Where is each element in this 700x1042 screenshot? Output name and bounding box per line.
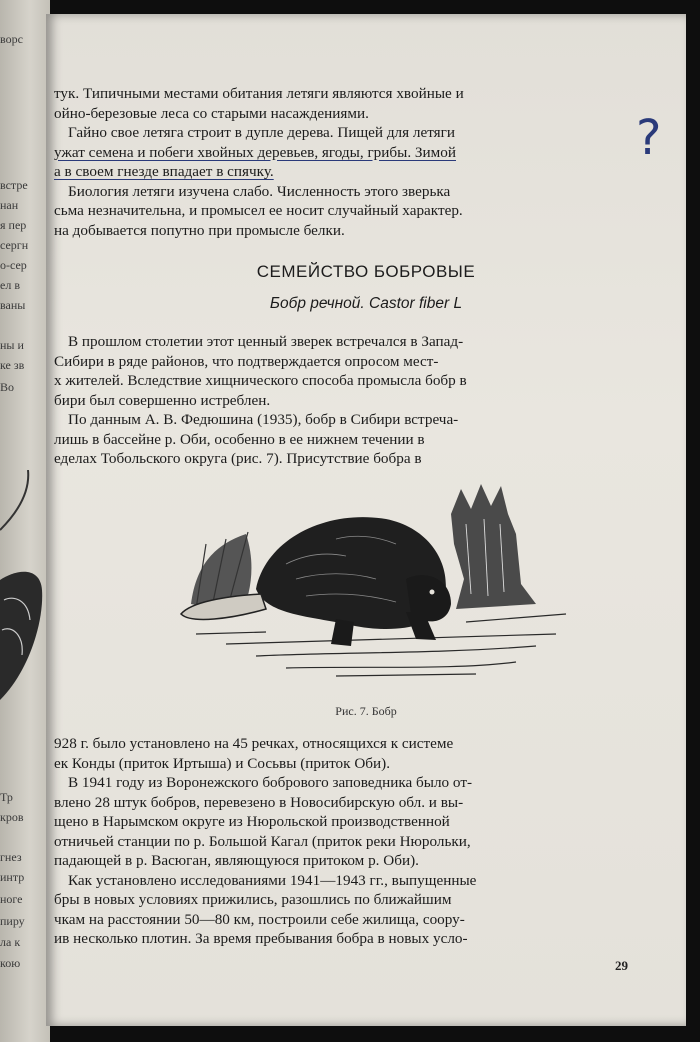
figure-caption: Рис. 7. Бобр — [335, 704, 397, 718]
text-line: лишь в бассейне р. Оби, особенно в ее нижнем течении в — [54, 430, 425, 448]
section-heading: СЕМЕЙСТВО БОБРОВЫЕ — [256, 262, 476, 281]
facing-page-fragment: гнез — [0, 850, 22, 864]
bottom-paragraphs — [54, 734, 664, 949]
facing-page-illustration — [0, 470, 46, 700]
facing-page-fragment: сергн — [0, 238, 29, 252]
text-line: х жителей. Вследствие хищнического способа промысла бобр в — [54, 372, 467, 389]
text-line: ив несколько плотин. За время пребывания бобра в новых усло- — [54, 930, 468, 947]
text-line: отничьей станции по р. Большой Кагал (приток реки Нюрольки, — [54, 832, 471, 850]
text-line: бири был совершенно истреблен. — [54, 391, 271, 409]
text-line: на добывается попутно при промысле белки. — [54, 221, 345, 239]
text-line: Гайно свое летяга строит в дупле дерева. Пищей для летяги — [68, 124, 456, 141]
facing-page-fragment: Во — [0, 380, 15, 394]
facing-page-fragment: ноге — [0, 892, 23, 906]
text-line: ек Конды (приток Иртыша) и Сосьвы (приток Оби). — [54, 754, 391, 772]
facing-page-fragment: ла к — [0, 935, 21, 949]
facing-page-fragment: Тр — [0, 790, 13, 804]
facing-page-fragment: о-сер — [0, 258, 27, 272]
facing-page-fragment: ворс — [0, 32, 23, 46]
text-line: В 1941 году из Воронежского бобрового заповедника было от- — [68, 774, 473, 791]
handwritten-question-mark: ? — [636, 110, 662, 166]
facing-page-fragment: я пер — [0, 218, 27, 232]
text-line: Биология летяги изучена слабо. Численность этого зверька — [68, 182, 451, 200]
text-line: ойно-березовые леса со старыми насаждениями. — [54, 104, 369, 122]
text-line: бры в новых условиях прижились, разошлись по ближайшим — [54, 891, 452, 908]
text-line: 928 г. было установлено на 45 речках, относящихся к системе — [54, 735, 454, 752]
facing-page-fragment: кров — [0, 810, 24, 824]
text-line: Сибири в ряде районов, что подтверждается опросом мест- — [54, 352, 439, 370]
facing-page-fragment: нан — [0, 198, 19, 212]
text-line: влено 28 штук бобров, перевезено в Новосибирскую обл. и вы- — [54, 793, 464, 811]
text-line: Как установлено исследованиями 1941—1943 гг., выпущенные — [68, 871, 477, 889]
text-line: В прошлом столетии этот ценный зверек встречался в Запад- — [68, 333, 464, 350]
facing-page-fragment: пиру — [0, 914, 25, 928]
facing-page-fragment: ваны — [0, 298, 26, 312]
text-line: сьма незначительна, и промысел ее носит случайный характер. — [54, 202, 463, 219]
facing-page-fragment: встре — [0, 178, 28, 192]
facing-page-fragment: ел в — [0, 278, 20, 292]
facing-page-fragment: кою — [0, 956, 21, 970]
facing-page-fragment: интр — [0, 870, 25, 884]
facing-page-fragment: ке зв — [0, 358, 25, 372]
text-line: чкам на расстоянии 50—80 км, построили себе жилища, соору- — [54, 910, 465, 928]
text-line: еделах Тобольского округа (рис. 7). Присутствие бобра в — [54, 450, 422, 467]
species-subheading: Бобр речной. Castor fiber L — [269, 295, 463, 312]
text-line: тук. Типичными местами обитания летяги являются хвойные и — [54, 85, 464, 102]
facing-page-fragment: ны и — [0, 338, 24, 352]
underlined-text-line: а в своем гнезде впадает в спячку. — [54, 163, 274, 180]
text-line: щено в Нарымском округе из Нюрольской производственной — [54, 813, 450, 830]
beaver-illustration — [136, 484, 616, 689]
text-line: падающей в р. Васюган, являющуюся притоком р. Оби). — [54, 852, 419, 869]
middle-paragraphs — [54, 332, 664, 469]
book-page — [46, 14, 686, 1026]
underlined-text-line: ужат семена и побеги хвойных деревьев, ягоды, грибы. Зимой — [54, 143, 456, 161]
page-number: 29 — [615, 958, 628, 973]
facing-page-edge — [0, 0, 50, 1042]
top-paragraphs — [54, 84, 664, 240]
text-line: По данным А. В. Федюшина (1935), бобр в Сибири встреча- — [68, 411, 459, 428]
